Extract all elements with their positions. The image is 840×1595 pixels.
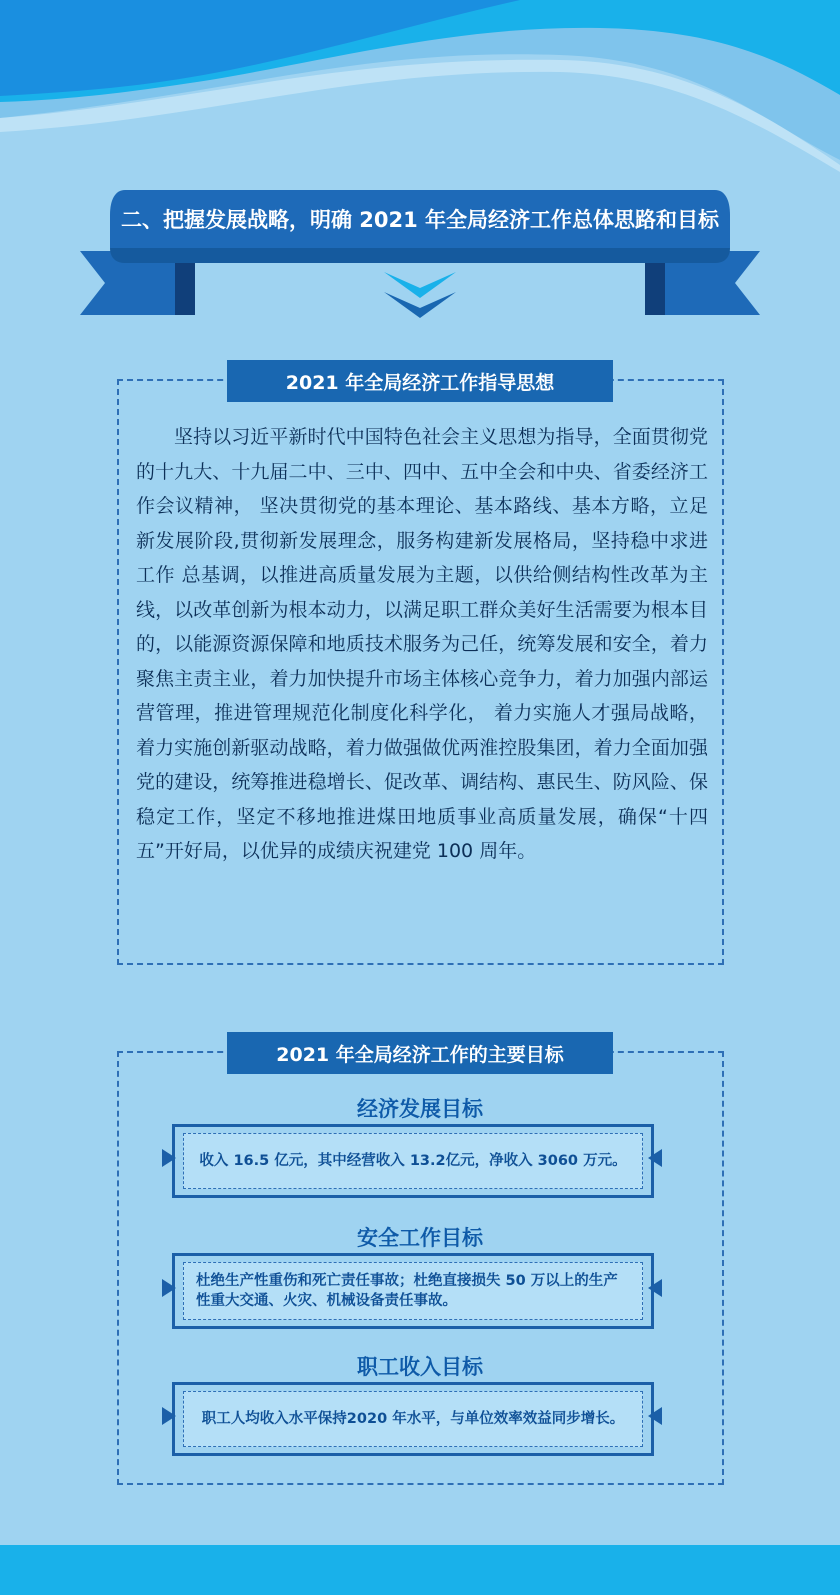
income-goal-box — [172, 1382, 654, 1456]
main-goals-title: 2021 年全局经济工作的主要目标 — [227, 1032, 613, 1074]
arrow-left-icon — [648, 1149, 662, 1167]
guiding-thought-title: 2021 年全局经济工作指导思想 — [227, 360, 613, 402]
economic-goal-title: 经济发展目标 — [357, 1097, 483, 1121]
footer-band — [0, 1545, 840, 1595]
header-wave-decoration — [0, 0, 840, 210]
arrow-left-icon — [648, 1407, 662, 1425]
safety-goal-box — [172, 1253, 654, 1329]
income-goal-title: 职工收入目标 — [357, 1355, 483, 1379]
banner-title: 二、把握发展战略，明确 2021 年全局经济工作总体思路和目标 — [120, 208, 720, 232]
safety-goal-title: 安全工作目标 — [357, 1226, 483, 1250]
guiding-thought-body: 坚持以习近平新时代中国特色社会主义思想为指导，全面贯彻党的十九大、十九届二中、三中、四中、五中全会和中央、省委经济工作会议精神， 坚决贯彻党的基本理论、基本路线、基本方略，立足新发展阶段,贯彻新发展理念，服务构建新发展格局，坚持稳中求进工作 总基调，以推进高质量发展为主题，以供给侧结构性改革为主线，以改革创新为根本动力，以满足职工群众美好生活需要为根本目的，以能源资源保障和地质技术服务为己任，统筹发展和安全，着力聚焦主责主业，着力加快提升市场主体核心竞争力，着力加强内部运营管理，推进管理规范化制度化科学化， 着力实施人才强局战略，着力实施创新驱动战略，着力做强做优两淮控股集团，着力全面加强党的建设，统筹推进稳增长、促改革、调结构、惠民生、防风险、保稳定工作，坚定不移地推进煤田地质事业高质量发展，确保“十四五”开好局，以优异的成绩庆祝建党 100 周年。 — [136, 426, 708, 862]
safety-goal-text: 杜绝生产性重伤和死亡责任事故；杜绝直接损失 50 万以上的生产性重大交通、火灾、机械设备责任事故。 — [183, 1262, 643, 1320]
income-goal-text: 职工人均收入水平保持2020 年水平，与单位效率效益同步增长。 — [183, 1391, 643, 1447]
chevron-down-icon — [382, 268, 458, 320]
economic-goal-text: 收入 16.5 亿元，其中经营收入 13.2亿元，净收入 3060 万元。 — [183, 1133, 643, 1189]
economic-goal-box — [172, 1124, 654, 1198]
arrow-right-icon — [162, 1279, 176, 1297]
arrow-left-icon — [648, 1279, 662, 1297]
arrow-right-icon — [162, 1407, 176, 1425]
arrow-right-icon — [162, 1149, 176, 1167]
